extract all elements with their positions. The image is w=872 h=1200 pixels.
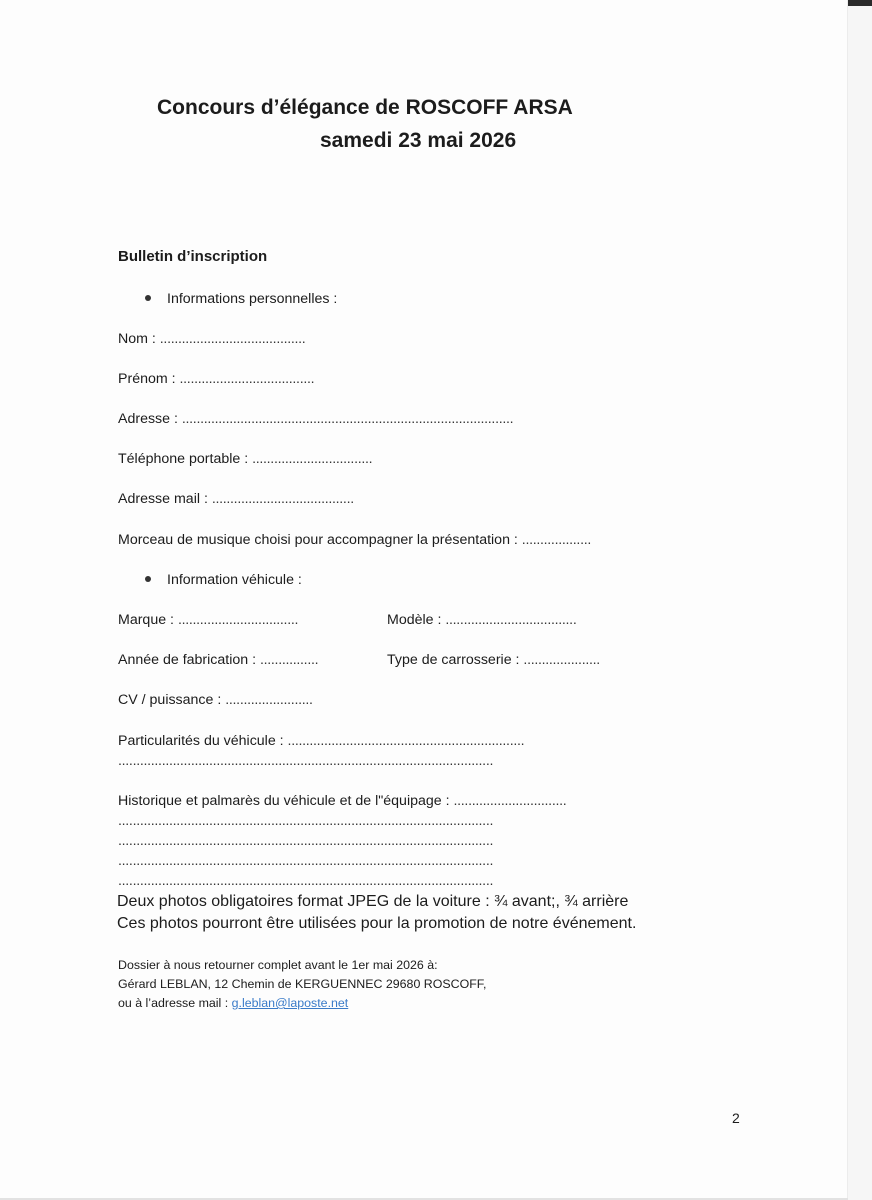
bullet-icon	[145, 295, 151, 301]
fill-in-dots[interactable]: ................	[259, 652, 319, 668]
field-prenom[interactable]	[118, 371, 314, 387]
email-link[interactable]: g.leblan@laposte.net	[231, 996, 349, 1010]
field-historique[interactable]	[118, 793, 566, 809]
fill-in-dots[interactable]: .................................	[177, 612, 299, 628]
field-cv[interactable]	[118, 692, 313, 708]
historique-continuation-line[interactable]: .......................................................................................................	[118, 813, 494, 829]
section-vehicle	[145, 572, 302, 588]
fill-in-dots[interactable]: .....................................	[179, 371, 315, 387]
field-label: Marque :	[118, 612, 178, 628]
field-label: CV / puissance :	[118, 692, 226, 708]
historique-continuation-line[interactable]: .......................................................................................................	[118, 853, 494, 869]
field-label: Adresse mail :	[118, 491, 212, 507]
field-label: Nom :	[118, 331, 160, 347]
field-label: Historique et palmarès du véhicule et de l"équipage :	[118, 793, 454, 809]
field-telephone[interactable]	[118, 451, 372, 467]
field-label: Année de fabrication :	[118, 652, 260, 668]
section-vehicle-label: Information véhicule :	[167, 572, 302, 588]
return-email-prefix: ou à l’adresse mail :	[118, 996, 232, 1010]
form-heading: Bulletin d’inscription	[118, 248, 268, 265]
field-carrosserie[interactable]	[387, 652, 600, 668]
scan-edge	[847, 0, 872, 1200]
field-modele[interactable]	[387, 612, 576, 628]
historique-continuation-line[interactable]: .......................................................................................................	[118, 873, 494, 889]
fill-in-dots[interactable]: ....................................	[445, 612, 577, 628]
field-label: Prénom :	[118, 371, 180, 387]
document-title: Concours d’élégance de ROSCOFF ARSA	[157, 96, 573, 119]
particularites-continuation-line[interactable]: .......................................................................................................	[118, 753, 494, 769]
field-adresse[interactable]	[118, 411, 513, 427]
return-email-line	[118, 996, 348, 1010]
photos-usage-notice: Ces photos pourront être utilisées pour la promotion de notre événement.	[117, 915, 637, 932]
field-mail[interactable]	[118, 491, 354, 507]
field-label: Particularités du véhicule :	[118, 733, 288, 749]
event-date: samedi 23 mai 2026	[320, 129, 517, 152]
fill-in-dots[interactable]: .................................	[252, 451, 373, 467]
fill-in-dots[interactable]: ...........................................................................................	[181, 411, 514, 427]
field-label: Morceau de musique choisi pour accompagner la présentation :	[118, 532, 522, 548]
fill-in-dots[interactable]: .......................................	[211, 491, 354, 507]
field-annee[interactable]	[118, 652, 318, 668]
section-personal	[145, 291, 337, 307]
field-nom[interactable]	[118, 331, 305, 347]
scan-edge-mark	[848, 0, 872, 6]
return-deadline: Dossier à nous retourner complet avant le 1er mai 2026 à:	[118, 958, 438, 972]
field-particularites[interactable]	[118, 733, 524, 749]
field-label: Type de carrosserie :	[387, 652, 524, 668]
bullet-icon	[145, 576, 151, 582]
fill-in-dots[interactable]: .....................	[523, 652, 600, 668]
field-label: Téléphone portable :	[118, 451, 253, 467]
fill-in-dots[interactable]: ...............................	[453, 793, 567, 809]
field-label: Modèle :	[387, 612, 446, 628]
page-number: 2	[732, 1110, 740, 1126]
fill-in-dots[interactable]: ........................	[225, 692, 313, 708]
fill-in-dots[interactable]: .................................................................	[287, 733, 525, 749]
photos-requirement: Deux photos obligatoires format JPEG de la voiture : ¾ avant;, ¾ arrière	[117, 893, 629, 910]
field-musique[interactable]	[118, 532, 591, 548]
field-label: Adresse :	[118, 411, 182, 427]
section-personal-label: Informations personnelles :	[167, 291, 338, 307]
return-postal-address: Gérard LEBLAN, 12 Chemin de KERGUENNEC 29680 ROSCOFF,	[118, 977, 487, 991]
fill-in-dots[interactable]: ........................................	[159, 331, 306, 347]
fill-in-dots[interactable]: ...................	[521, 532, 591, 548]
field-marque[interactable]	[118, 612, 298, 628]
historique-continuation-line[interactable]: .......................................................................................................	[118, 833, 494, 849]
